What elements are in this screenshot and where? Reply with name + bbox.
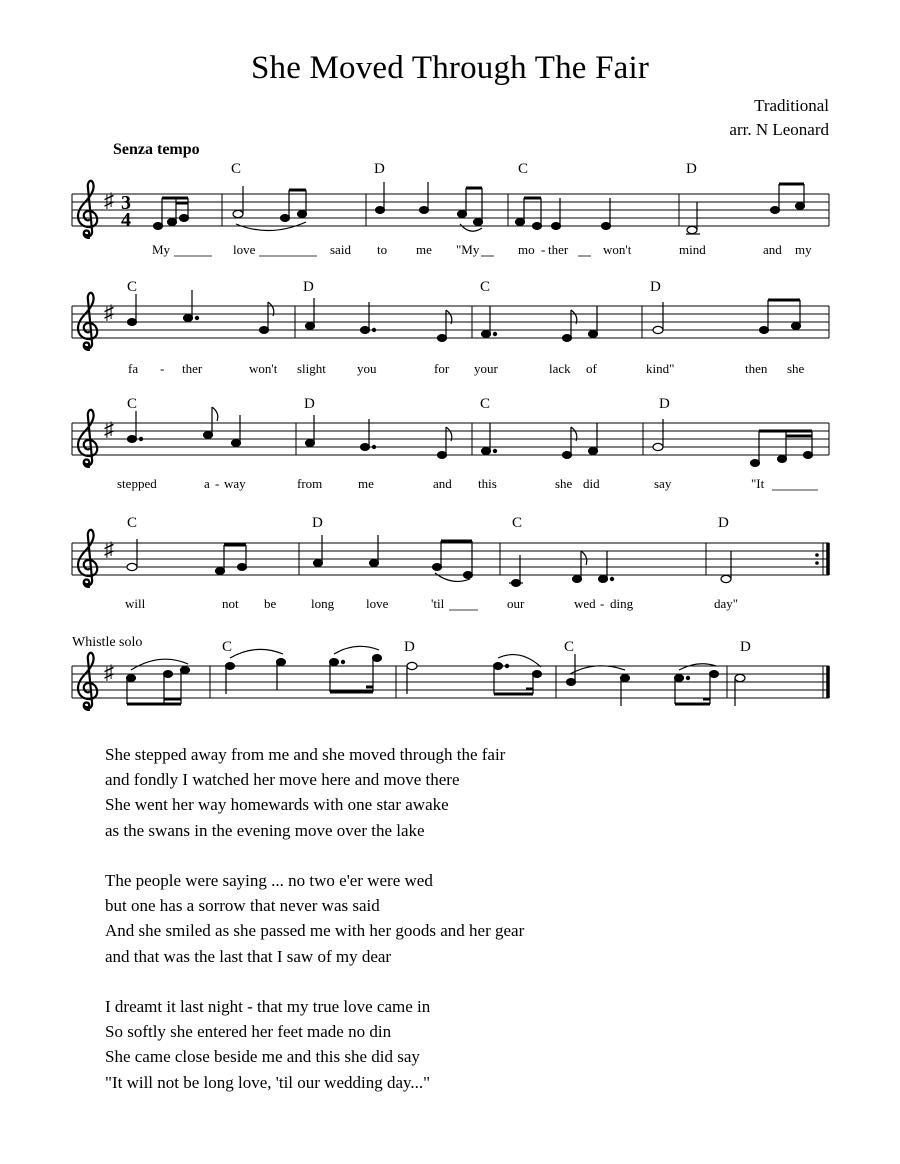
lyric-syllable: did <box>583 476 600 491</box>
lyric-syllable: fa <box>128 361 139 376</box>
svg-text:-: - <box>541 242 546 257</box>
lyric-syllable: 'til <box>431 596 445 611</box>
verse-line: The people were saying ... no two e'er were wed <box>105 871 433 890</box>
time-signature-top: 3 <box>121 192 131 214</box>
chord-symbol: C <box>127 515 138 531</box>
lyrics-line-1 <box>152 242 812 257</box>
key-signature-sharp-icon: ♯ <box>104 190 114 212</box>
svg-text:-: - <box>600 596 605 611</box>
stanza-2 <box>105 868 524 969</box>
treble-clef-icon <box>78 653 97 710</box>
staff-system-3 <box>72 396 829 491</box>
key-signature-sharp-icon: ♯ <box>104 419 114 441</box>
chord-symbol: C <box>127 279 138 295</box>
lyric-syllable: slight <box>297 361 326 376</box>
key-signature-sharp-icon: ♯ <box>104 662 114 684</box>
chord-symbol: D <box>312 515 323 531</box>
lyric-syllable: "It <box>751 476 765 491</box>
lyric-syllable: mind <box>679 242 706 257</box>
treble-clef-icon <box>78 410 97 467</box>
staff-system-1 <box>72 161 829 257</box>
lyric-syllable: a <box>204 476 210 491</box>
chord-symbol: C <box>480 396 491 412</box>
lyric-syllable: mo <box>518 242 535 257</box>
lyric-syllable: ther <box>182 361 203 376</box>
lyric-syllable: kind" <box>646 361 675 376</box>
verse-line: She came close beside me and this she did say <box>105 1047 420 1067</box>
verse-line: as the swans in the evening move over the lake <box>105 820 425 840</box>
verse-line: I dreamt it last night - that my true love came in <box>105 997 431 1016</box>
lyric-syllable: to <box>377 242 388 257</box>
chord-symbol: C <box>480 279 491 295</box>
chord-symbol: D <box>740 639 751 655</box>
lyric-syllable: and <box>763 242 782 257</box>
song-title: She Moved Through The Fair <box>250 50 650 86</box>
chord-symbol: D <box>303 279 314 295</box>
lyric-syllable: stepped <box>117 476 157 491</box>
chord-symbol: D <box>304 396 315 412</box>
treble-clef-icon <box>78 293 97 350</box>
composer-credit: Traditional <box>754 96 829 115</box>
staff-system-5 <box>72 639 829 710</box>
lyric-syllable: ding <box>610 596 634 611</box>
verse-line: but one has a sorrow that never was said <box>105 896 380 916</box>
chord-symbol: D <box>686 161 697 177</box>
solo-label: Whistle solo <box>72 635 143 650</box>
slurs <box>236 222 482 231</box>
lyric-syllable: ther <box>548 242 569 257</box>
lyric-syllable: say <box>654 476 672 491</box>
chord-symbol: C <box>222 639 233 655</box>
lyric-syllable: won't <box>603 242 632 257</box>
chord-symbol: D <box>374 161 385 177</box>
lyric-syllable: your <box>474 361 498 376</box>
key-signature-sharp-icon: ♯ <box>104 539 114 561</box>
lyric-syllable: will <box>125 596 146 611</box>
lyric-syllable: day" <box>714 596 739 611</box>
lyric-syllable: won't <box>249 361 278 376</box>
lyric-syllable: from <box>297 476 323 491</box>
verse-line: "It will not be long love, 'til our wedding day..." <box>105 1072 431 1092</box>
lyric-syllable: love <box>233 242 256 257</box>
lyric-syllable: not <box>222 596 239 611</box>
chord-symbol: C <box>564 639 575 655</box>
lyric-syllable: lack <box>549 361 571 376</box>
lyric-syllable: said <box>330 242 351 257</box>
time-signature-bottom: 4 <box>121 209 131 231</box>
lyric-syllable: and <box>433 476 452 491</box>
verse-line: and that was the last that I saw of my dear <box>105 946 392 966</box>
lyric-syllable: me <box>358 476 374 491</box>
lyric-syllable: "My <box>456 242 480 257</box>
lyric-syllable: our <box>507 596 525 611</box>
verse-line: and fondly I watched her move here and move there <box>105 770 460 790</box>
treble-clef-icon <box>78 181 97 238</box>
chord-symbol: D <box>404 639 415 655</box>
verse-line: And she smiled as she passed me with her goods and her gear <box>105 921 525 941</box>
tempo-marking: Senza tempo <box>113 141 200 158</box>
key-signature-sharp-icon: ♯ <box>104 302 114 324</box>
chord-symbol: C <box>518 161 529 177</box>
arranger-credit: arr. N Leonard <box>729 120 829 139</box>
lyric-syllable: of <box>586 361 597 376</box>
stanza-1 <box>105 742 524 843</box>
treble-clef-icon <box>78 530 97 587</box>
verse-line: She went her way homewards with one star awake <box>105 795 449 815</box>
svg-text:-: - <box>160 361 165 376</box>
chord-symbol: C <box>127 396 138 412</box>
lyric-syllable: love <box>366 596 389 611</box>
verse-lyrics <box>105 742 524 1120</box>
lyric-syllable: me <box>416 242 432 257</box>
chord-symbol: C <box>512 515 523 531</box>
lyric-syllable: wed <box>574 596 596 611</box>
staff-system-2 <box>72 279 829 376</box>
lyric-syllable: you <box>357 361 377 376</box>
lyric-syllable: she <box>787 361 805 376</box>
staff-system-4 <box>72 515 829 611</box>
lyric-syllable: My <box>152 242 171 257</box>
lyric-syllable: this <box>478 476 497 491</box>
svg-text:-: - <box>215 476 220 491</box>
verse-line: She stepped away from me and she moved through the fair <box>105 745 506 764</box>
lyric-syllable: my <box>795 242 812 257</box>
lyric-syllable: for <box>434 361 450 376</box>
chord-symbol: D <box>659 396 670 412</box>
lyric-syllable: she <box>555 476 573 491</box>
lyric-syllable: long <box>311 596 335 611</box>
lyric-syllable: be <box>264 596 277 611</box>
verse-line: So softly she entered her feet made no din <box>105 1022 392 1042</box>
chord-symbol: D <box>718 515 729 531</box>
chord-symbol: D <box>650 279 661 295</box>
lyric-syllable: way <box>224 476 246 491</box>
lyric-syllable: then <box>745 361 768 376</box>
stanza-3 <box>105 994 524 1095</box>
chord-symbol: C <box>231 161 242 177</box>
